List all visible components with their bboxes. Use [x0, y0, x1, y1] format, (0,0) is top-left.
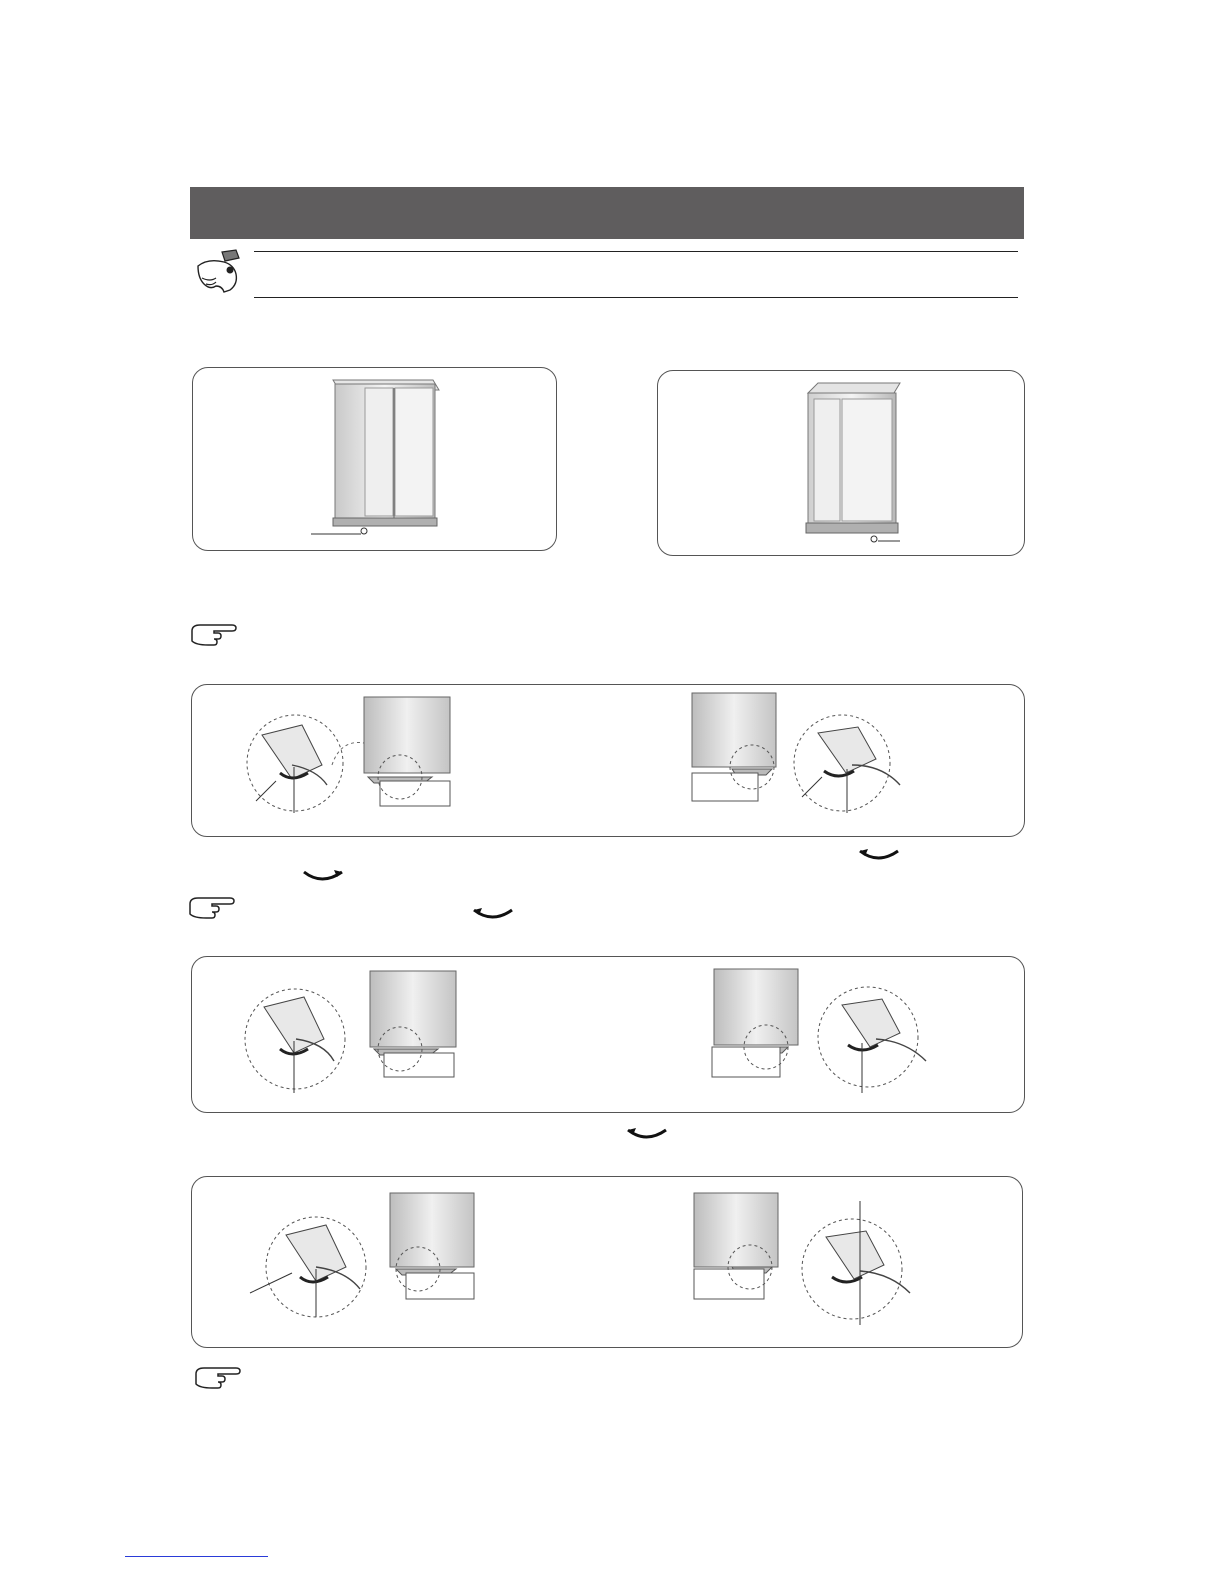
curved-arrow-icon [856, 845, 902, 863]
adjustment-panel-a [191, 684, 1025, 837]
adjustment-panel-b [191, 956, 1025, 1113]
instruction-2 [192, 850, 832, 874]
note-top-rule [254, 251, 1018, 252]
pointing-hand-icon [192, 1366, 242, 1396]
note-text [262, 262, 1012, 292]
note-bottom-rule [254, 297, 1018, 298]
fridge-front-panel-left [192, 367, 557, 551]
instruction-4 [250, 1370, 1020, 1394]
section-title-bar [190, 187, 1024, 239]
pointing-hand-icon [188, 623, 238, 653]
instruction-1 [245, 628, 1015, 652]
fridge-front-panel-right [657, 370, 1025, 556]
footnote-separator [125, 1556, 268, 1557]
instruction-3 [245, 903, 465, 927]
pencil-hand-icon [192, 248, 248, 294]
adjustment-panel-c [191, 1176, 1023, 1348]
curved-arrow-icon [624, 1124, 670, 1142]
curved-arrow-icon [470, 904, 516, 922]
pointing-hand-icon [186, 896, 236, 926]
